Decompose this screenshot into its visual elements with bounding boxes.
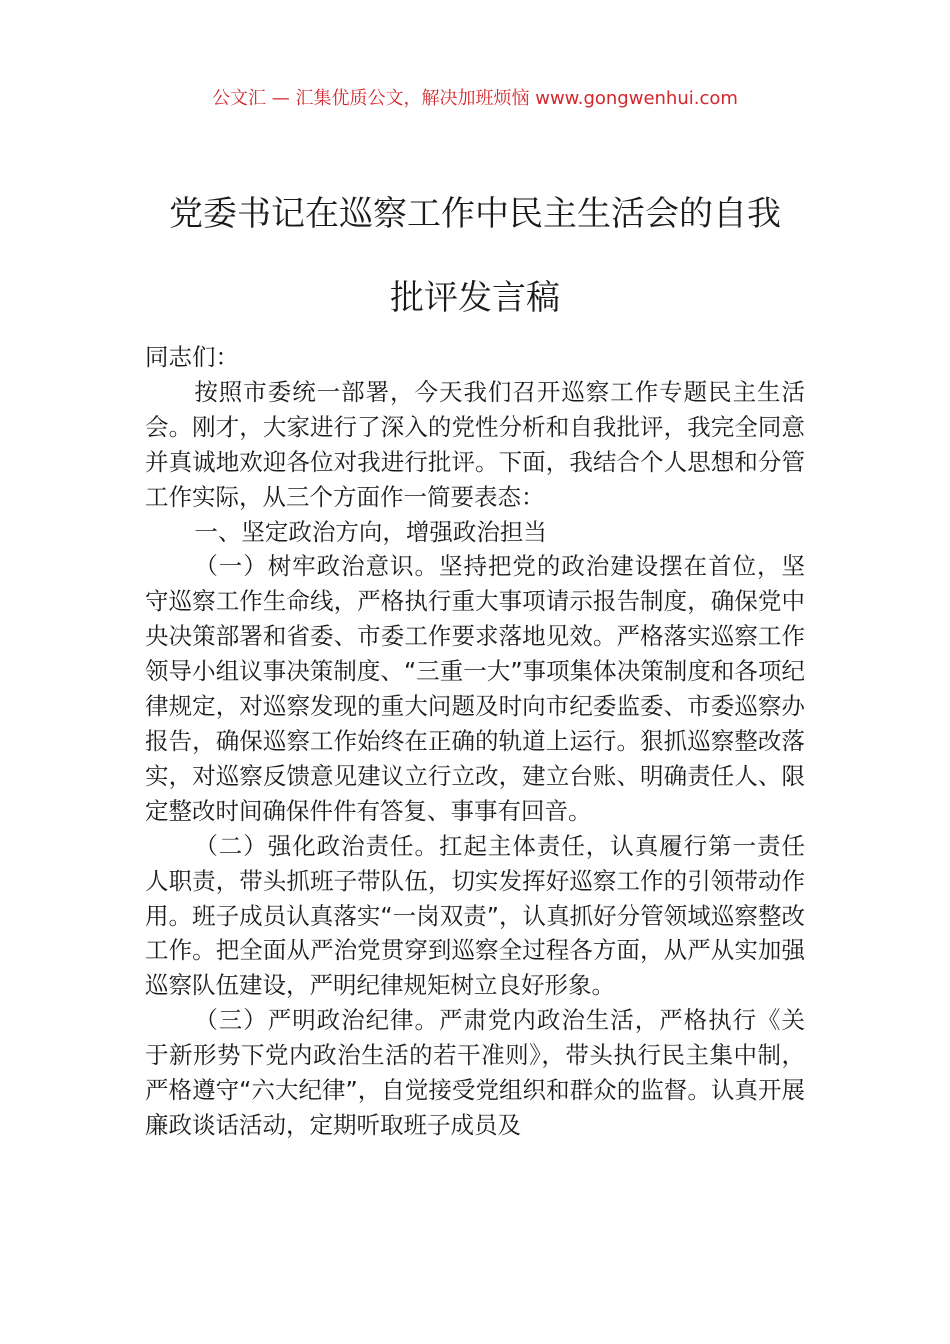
section-heading-1: 一、坚定政治方向，增强政治担当 (194, 517, 547, 546)
paragraph-1-1: （一）树牢政治意识。坚持把党的政治建设摆在首位，坚守巡察工作生命线，严格执行重大事项请示报告制度，确保党中央决策部署和省委、市委工作要求落地见效。严格落实巡察工作领导小组议事决策制度、“三重一大”事项集体决策制度和各项纪律规定，对巡察发现的重大问题及时向市纪委监委、市委巡察办报告，确保巡察工作始终在正确的轨道上运行。狠抓巡察整改落实，对巡察反馈意见建议立行立改，建立台账、明确责任人、限定整改时间确保件件有答复、事事有回音。 (145, 552, 805, 825)
paragraph-1-2: （二）强化政治责任。扛起主体责任，认真履行第一责任人职责，带头抓班子带队伍，切实发挥好巡察工作的引领带动作用。班子成员认真落实“一岗双责”，认真抓好分管领域巡察整改工作。把全面从严治党贯穿到巡察全过程各方面，从严从实加强巡察队伍建设，严明纪律规矩树立良好形象。 (145, 831, 805, 1000)
header-banner[interactable]: 公文汇 — 汇集优质公文，解决加班烦恼 www.gongwenhui.com (212, 88, 738, 109)
document-title (100, 172, 850, 340)
title-line-1: 党委书记在巡察工作中民主生活会的自我 (169, 194, 781, 234)
title-line-2: 批评发言稿 (390, 278, 560, 318)
paragraph-intro: 按照市委统一部署，今天我们召开巡察工作专题民主生活会。刚才，大家进行了深入的党性分析和自我批评，我完全同意并真诚地欢迎各位对我进行批评。下面，我结合个人思想和分管工作实际，从三个方面作一简要表态： (145, 377, 805, 511)
salutation: 同志们： (145, 343, 239, 371)
paragraph-1-3: （三）严明政治纪律。严肃党内政治生活，严格执行《关于新形势下党内政治生活的若干准则》，带头执行民主集中制，严格遵守“六大纪律”，自觉接受党组织和群众的监督。认真开展廉政谈话活动，定期听取班子成员及 (145, 1006, 805, 1139)
document-body (145, 340, 805, 1143)
